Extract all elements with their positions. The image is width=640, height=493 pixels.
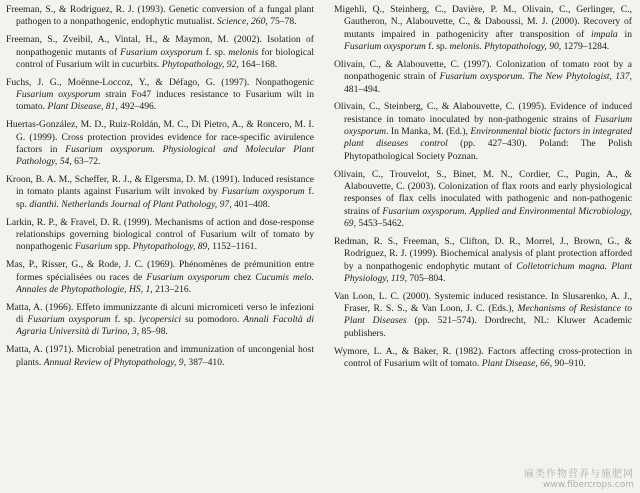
reference-entry: Matta, A. (1966). Effeto immunizzante di alcuni micromiceti verso le infezioni di Fusarium oxysporum f. sp. lycopersici su pomodoro. Annali Facoltà di Agraria Università di Turino, 3, 85–98. — [6, 301, 314, 338]
reference-entry: Freeman, S., & Rodriguez, R. J. (1993). Genetic conversion of a fungal plant pathogen to a nonpathogenic, endophytic mutualist. Science, 260, 75–78. — [6, 4, 314, 28]
right-reference-column — [334, 4, 632, 376]
reference-entry: Mas, P., Risser, G., & Rode, J. C. (1969). Phénomènes de prémunition entre formes spécialisées ou races de Fusarium oxysporum chez Cucumis melo. Annales de Phytopathologie, HS, 1, 213–216. — [6, 259, 314, 295]
reference-entry: Migehli, Q., Steinberg, C., Davière, P. M., Olivain, C., Gerlinger, C., Gautheron, N., Alabouvette, C., & Daboussi, M. J. (2000). Recovery of mutants impaired in pathogenicity after transposition of impala in Fusarium oxysporum f. sp. melonis. Phytopathology, 90, 1279–1284. — [334, 4, 632, 53]
reference-entry: Wymore, L. A., & Baker, R. (1982). Factors affecting cross-protection in control of Fusarium wilt of tomato. Plant Disease, 66, 90–910. — [334, 345, 632, 369]
reference-entry: Olivain, C., & Alabouvette, C. (1997). Colonization of tomato root by a nonpathogenic strain of Fusarium oxysporum. The New Phytologist, 137, 481–494. — [334, 58, 632, 95]
watermark-site-url: www.fibercrops.com — [543, 480, 634, 490]
site-watermark — [524, 469, 634, 491]
reference-entry: Van Loon, L. C. (2000). Systemic induced resistance. In Slusarenko, A. J., Fraser, R. S. S., & Van Loon, J. C. (Eds.), Mechanisms of Resistance to Plant Diseases (pp. 521–574). Dordrecht, NL: Kluwer Academic publishers. — [334, 290, 632, 339]
reference-entry: Huertas-González, M. D., Ruiz-Roldán, M. C., Di Pietro, A., & Roncero, M. I. G. (1999). Cross protection provides evidence for race-specific avirulence factors in Fusarium oxysporum. Physiological and Molecular Plant Pathology, 54, 63–72. — [6, 119, 314, 168]
reference-entry: Olivain, C., Steinberg, C., & Alabouvette, C. (1995). Evidence of induced resistance in tomato inoculated by non-pathogenic strains of Fusarium oxysporum. In Manka, M. (Ed.), Environmental biotic factors in integrated plant diseases control (pp. 427–430). Poland: The Polish Phytopathological Society Poznan. — [334, 101, 632, 162]
reference-entry: Freeman, S., Zveibil, A., Vintal, H., & Maymon, M. (2002). Isolation of nonpathogenic mutants of Fusarium oxysporum f. sp. melonis for biological control of Fusarium wilt in cucurbits. Phytopathology, 92, 164–168. — [6, 34, 315, 70]
reference-entry: Kroon, B. A. M., Scheffer, R. J., & Elgersma, D. M. (1991). Induced resistance in tomato plants against Fusarium wilt invoked by Fusarium oxysporum f. sp. dianthi. Netherlands Journal of Plant Pathology, 97, 401–408. — [6, 174, 314, 210]
reference-entry: Matta, A. (1971). Microbial penetration and immunization of uncongenial host plants. Annual Review of Phytopathology, 9, 387–410. — [6, 344, 314, 368]
reference-entry: Larkin, R. P., & Fravel, D. R. (1999). Mechanisms of action and dose-response relationships governing biological control of Fusarium wilt of tomato by nonpathogenic Fusarium spp. Phytopathology, 89, 1152–1161. — [6, 216, 314, 253]
reference-entry: Fuchs, J. G., Moënne-Loccoz, Y., & Défago, G. (1997). Nonpathogenic Fusarium oxysporum strain Fo47 induces resistance to Fusarium wilt in tomato. Plant Disease, 81, 492–496. — [6, 76, 315, 113]
watermark-site-name: 麻类作物营养与施肥网 — [524, 469, 634, 480]
reference-entry: Redman, R. S., Freeman, S., Clifton, D. R., Morrel, J., Brown, G., & Rodriguez, R. J. (1999). Biochemical analysis of plant protection afforded by a nonpathogenic endophytic mutant of Colletotrichum magna. Plant Physiology, 119, 705–804. — [334, 235, 632, 284]
reference-entry: Olivain, C., Trouvelot, S., Binet, M. N., Cordier, C., Pugin, A., & Alabouvette, C. (2003). Colonization of flax roots and early physiological responses of flax cells inoculated with pathogenic and non-pathogenic strains of Fusarium oxysporum. Applied and Environmental Microbiology, 69, 5453–5462. — [334, 168, 632, 229]
left-reference-column — [6, 4, 314, 374]
